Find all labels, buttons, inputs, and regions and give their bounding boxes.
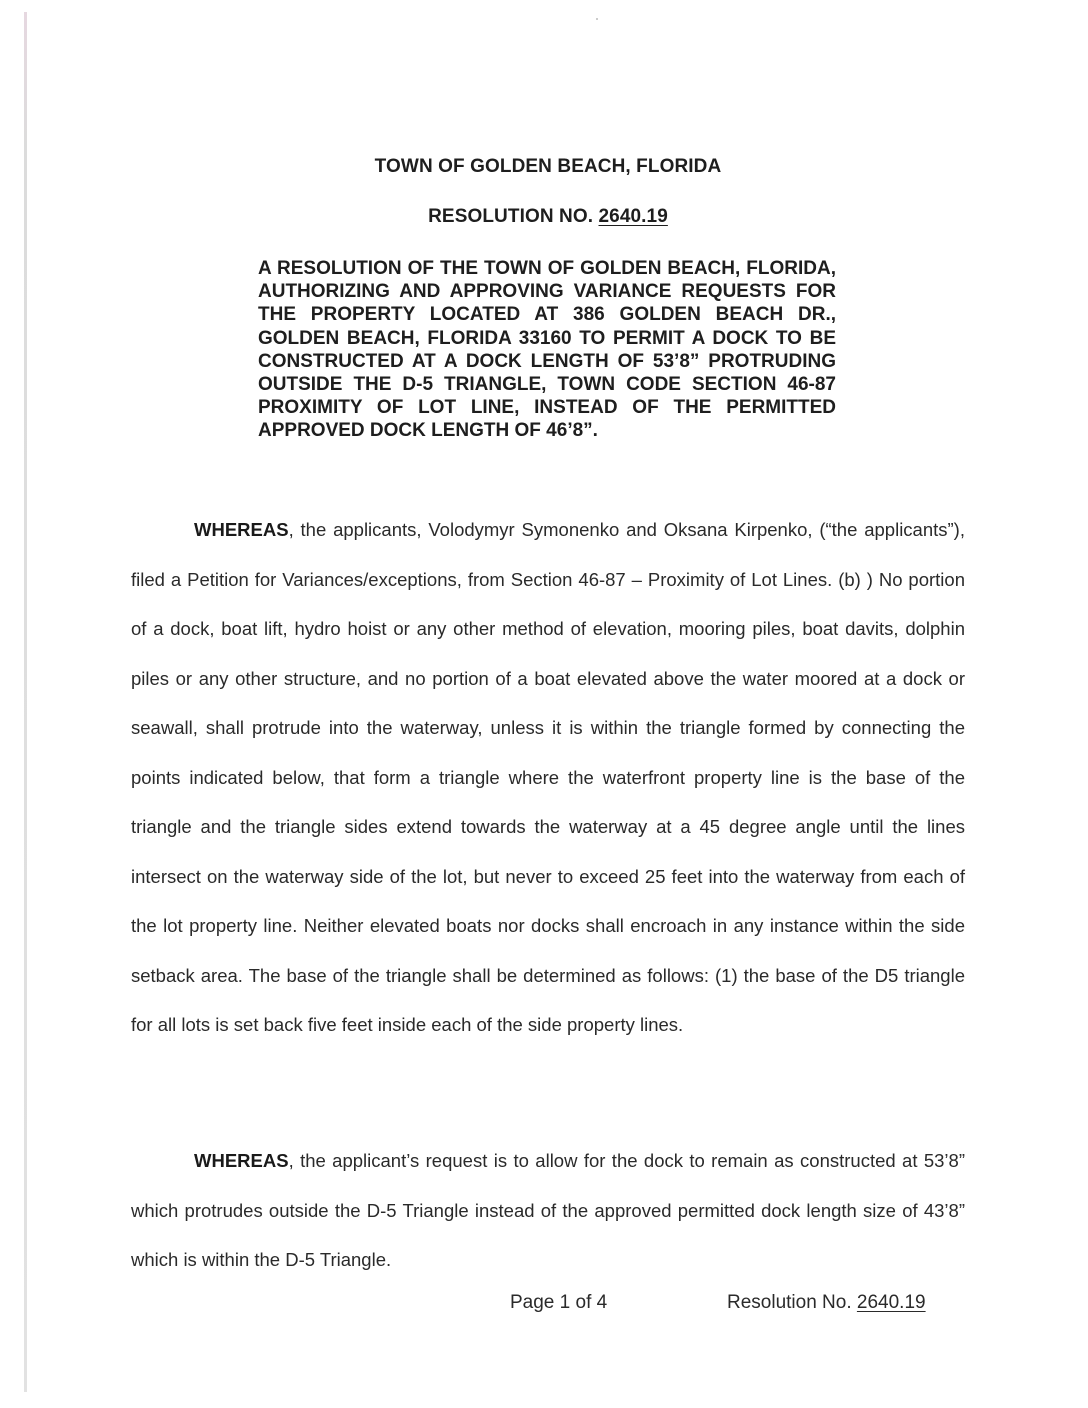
document-heading <box>4 156 1088 178</box>
footer-resolution-number: 2640.19 <box>856 1292 926 1313</box>
heading-text: TOWN OF GOLDEN BEACH, FLORIDA <box>374 156 722 177</box>
page-number: Page 1 of 4 <box>510 1292 608 1313</box>
paragraph-text: , the applicants, Volodymyr Symonenko and Oksana Kirpenko, (“the applicants”), filed a Petition for Variances/exceptions, from Section 46-87 – Proximity of Lot Lines. (b) ) No portion of a dock, boat lift, hydro hoist or any other method of elevation, mooring piles, boat davits, dolphin piles or any other structure, and no portion of a boat elevated above the water moored at a dock or seawall, shall protrude into the waterway, unless it is within the triangle formed by connecting the points indicated below, that form a triangle where the waterfront property line is the base of the triangle and the triangle sides extend towards the waterway at a 45 degree angle until the lines intersect on the waterway side of the lot, but never to exceed 25 feet into the waterway from each of the lot property line. Neither elevated boats nor docks shall encroach in any instance within the side setback area. The base of the triangle shall be determined as follows: (1) the base of the D5 triangle for all lots is set back five feet inside each of the side property lines. <box>131 519 965 1035</box>
resolution-label: RESOLUTION NO. <box>428 206 599 227</box>
whereas-label: WHEREAS <box>194 1150 289 1171</box>
resolution-caption: A RESOLUTION OF THE TOWN OF GOLDEN BEACH, FLORIDA, AUTHORIZING AND APPROVING VARIANCE REQUESTS FOR THE PROPERTY LOCATED AT 386 GOLDEN BEACH DR., GOLDEN BEACH, FLORIDA 33160 TO PERMIT A DOCK TO BE CONSTRUCTED AT A DOCK LENGTH OF 53’8” PROTRUDING OUTSIDE THE D-5 TRIANGLE, TOWN CODE SECTION 46-87 PROXIMITY OF LOT LINE, INSTEAD OF THE PERMITTED APPROVED DOCK LENGTH OF 46’8”. <box>258 258 836 442</box>
resolution-title <box>4 206 1088 228</box>
resolution-number: 2640.19 <box>598 206 668 227</box>
footer-resolution <box>727 1292 926 1314</box>
whereas-paragraph-2 <box>131 1136 965 1285</box>
whereas-label: WHEREAS <box>194 519 289 540</box>
footer-resolution-label: Resolution No. <box>727 1292 857 1313</box>
whereas-paragraph-1 <box>131 505 965 1050</box>
scan-speck <box>596 18 598 20</box>
paragraph-text: , the applicant’s request is to allow for the dock to remain as constructed at 53’8” which protrudes outside the D-5 Triangle instead of the approved permitted dock length size of 43’8” which is within the D-5 Triangle. <box>131 1150 965 1270</box>
